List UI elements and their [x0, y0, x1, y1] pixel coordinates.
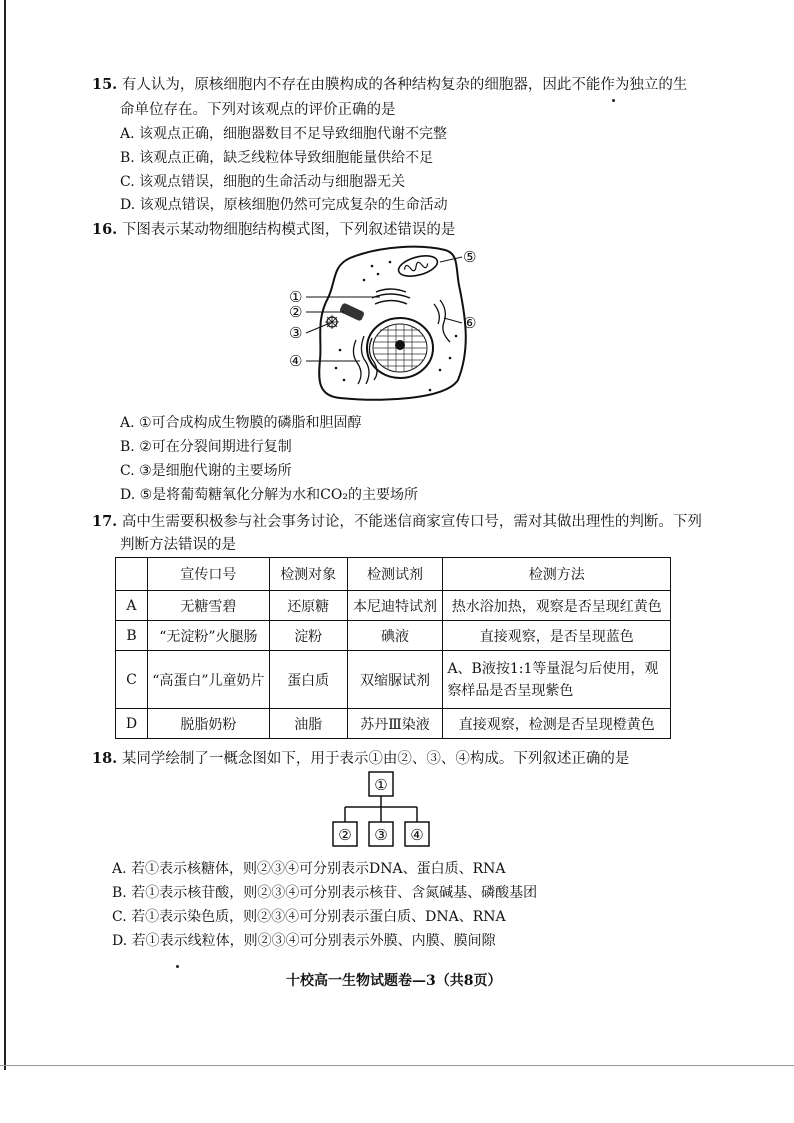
- page-footer: 十校高一生物试题卷—3（共8页）: [286, 973, 502, 989]
- table-row: [116, 591, 671, 621]
- q16-text: 下图表示某动物细胞结构模式图，下列叙述错误的是: [121, 222, 456, 238]
- table-cell: 直接观察，是否呈现蓝色: [443, 621, 671, 651]
- q18-text: 某同学绘制了一概念图如下，用于表示①由②、③、④构成。下列叙述正确的是: [121, 751, 630, 767]
- table-cell: 双缩脲试剂: [347, 651, 443, 709]
- table-cell: 蛋白质: [269, 651, 347, 709]
- concept-node-child: ④: [410, 826, 424, 844]
- table-cell: B: [116, 621, 148, 651]
- q17-text-1: 高中生需要积极参与社会事务讨论，不能迷信商家宣传口号，需对其做出理性的判断。下列: [121, 514, 702, 530]
- table-cell: A、B液按1:1等量混匀后使用，观察样品是否呈现紫色: [443, 651, 671, 709]
- q16-option-d: D. ⑤是将葡萄糖氧化分解为水和CO₂的主要场所: [120, 487, 418, 503]
- table-row: [116, 709, 671, 739]
- table-cell: C: [116, 651, 148, 709]
- q15-option-c: C. 该观点错误，细胞的生命活动与细胞器无关: [120, 174, 406, 190]
- label-2: ②: [289, 303, 303, 321]
- table-cell: 碘液: [347, 621, 443, 651]
- q17-stem-line1: [92, 510, 702, 531]
- q18-option-b: B. 若①表示核苷酸，则②③④可分别表示核苷、含氮碱基、磷酸基团: [112, 885, 538, 901]
- q15-text-1: 有人认为，原核细胞内不存在由膜构成的各种结构复杂的细胞器，因此不能作为独立的生: [121, 77, 688, 93]
- page-bottom-line: [0, 1065, 794, 1066]
- q16-stem: [92, 218, 455, 239]
- concept-map: [325, 770, 435, 850]
- animal-cell-diagram: [280, 240, 500, 410]
- label-1: ①: [289, 288, 303, 306]
- mitochondrion: [396, 252, 439, 280]
- q18-option-c: C. 若①表示染色质，则②③④可分别表示蛋白质、DNA、RNA: [112, 909, 506, 925]
- q18-number: 18.: [92, 750, 118, 767]
- label-5: ⑤: [463, 248, 477, 266]
- label-4: ④: [289, 352, 303, 370]
- q15-number: 15.: [92, 76, 118, 93]
- q16-number: 16.: [92, 221, 118, 238]
- label-6: ⑥: [463, 314, 477, 332]
- q16-option-c: C. ③是细胞代谢的主要场所: [120, 463, 292, 479]
- table-cell: 油脂: [269, 709, 347, 739]
- table-cell: “高蛋白”儿童奶片: [147, 651, 269, 709]
- table-header-row: [116, 558, 671, 591]
- table-header-cell: [116, 558, 148, 591]
- q16-option-a: A. ①可合成构成生物膜的磷脂和胆固醇: [120, 415, 362, 431]
- q15-option-b: B. 该观点正确，缺乏线粒体导致细胞能量供给不足: [120, 150, 434, 166]
- q18-option-a: A. 若①表示核糖体，则②③④可分别表示DNA、蛋白质、RNA: [112, 861, 506, 877]
- table-cell: 直接观察，检测是否呈现橙黄色: [443, 709, 671, 739]
- page-left-edge: [4, 0, 6, 1070]
- scan-speck: [176, 965, 179, 968]
- table-cell: “无淀粉”火腿肠: [147, 621, 269, 651]
- table-cell: 无糖雪碧: [147, 591, 269, 621]
- table-cell: D: [116, 709, 148, 739]
- concept-node-top: ①: [374, 776, 388, 794]
- table-header-cell: 宣传口号: [147, 558, 269, 591]
- q17-stem-line2: 判断方法错误的是: [120, 537, 236, 553]
- table-cell: A: [116, 591, 148, 621]
- table-cell: 脱脂奶粉: [147, 709, 269, 739]
- scan-speck: [612, 99, 615, 102]
- table-cell: 本尼迪特试剂: [347, 591, 443, 621]
- table-cell: 热水浴加热，观察是否呈现红黄色: [443, 591, 671, 621]
- q16-option-b: B. ②可在分裂间期进行复制: [120, 439, 292, 455]
- q17-number: 17.: [92, 513, 118, 530]
- table-header-cell: 检测方法: [443, 558, 671, 591]
- table-header-cell: 检测试剂: [347, 558, 443, 591]
- table-row: [116, 621, 671, 651]
- concept-node-child: ③: [374, 826, 388, 844]
- q15-stem-line2: 命单位存在。下列对该观点的评价正确的是: [120, 102, 396, 118]
- q18-option-d: D. 若①表示线粒体，则②③④可分别表示外膜、内膜、膜间隙: [112, 933, 496, 949]
- q18-stem: [92, 747, 629, 768]
- q15-option-a: A. 该观点正确，细胞器数目不足导致细胞代谢不完整: [120, 126, 448, 142]
- q15-stem-line1: [92, 73, 687, 94]
- table-cell: 还原糖: [269, 591, 347, 621]
- table-cell: 淀粉: [269, 621, 347, 651]
- q15-option-d: D. 该观点错误，原核细胞仍然可完成复杂的生命活动: [120, 197, 448, 213]
- table-header-cell: 检测对象: [269, 558, 347, 591]
- table-row: [116, 651, 671, 709]
- reagent-table: [115, 557, 671, 739]
- vesicle: [325, 315, 339, 329]
- concept-node-child: ②: [338, 826, 352, 844]
- table-cell: 苏丹Ⅲ染液: [347, 709, 443, 739]
- label-3: ③: [289, 324, 303, 342]
